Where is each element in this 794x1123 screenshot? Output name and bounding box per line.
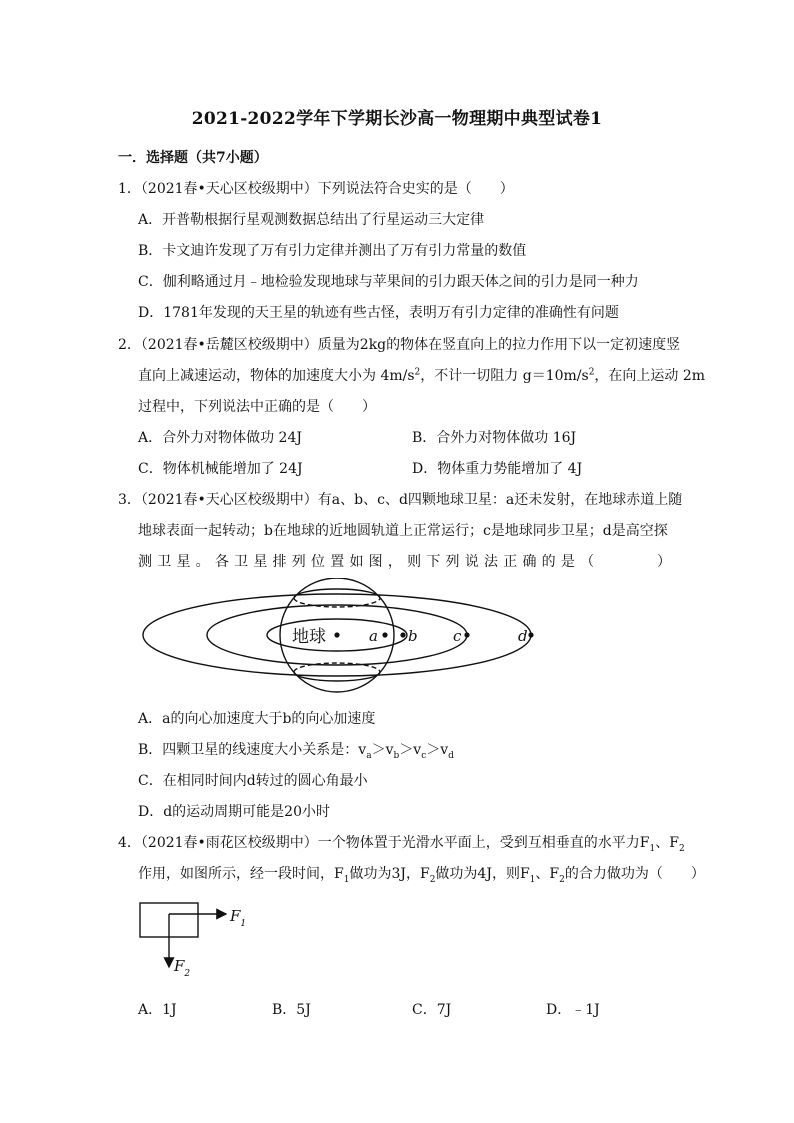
question-3-stem-line-1: 3．（2021春•天心区校级期中）有a、b、c、d四颗地球卫星：a还未发射，在地球赤道上随 xyxy=(118,492,683,508)
question-3-option-d[interactable]: D．d的运动周期可能是20小时 xyxy=(138,804,331,820)
question-3-stem-line-3: 测卫星。各卫星排列位置如图，则下列说法正确的是（ ） xyxy=(138,554,671,570)
satellite-b-dot xyxy=(400,632,405,637)
question-2-stem-line-2: 直向上减速运动，物体的加速度大小为 $4m/s^2$，不计一切阻力 $g=10m/s^2$，在向上运动 2m xyxy=(138,367,706,384)
question-4-option-c[interactable]: C．7J xyxy=(412,1002,452,1018)
question-3-option-a[interactable]: A．a的向心加速度大于b的向心加速度 xyxy=(138,711,376,727)
label-b: b xyxy=(408,627,418,645)
f2-label: $F_2$ xyxy=(174,957,191,979)
question-3-stem-line-2: 地球表面一起转动；b在地球的近地圆轨道上正常运行；c是地球同步卫星；d是高空探 xyxy=(138,523,668,539)
question-2-option-d[interactable]: D．物体重力势能增加了 4J xyxy=(412,461,583,477)
question-1-option-b[interactable]: B．卡文迪许发现了万有引力定律并测出了万有引力常量的数值 xyxy=(138,243,527,259)
question-4-option-b[interactable]: B．5J xyxy=(272,1002,311,1018)
f1-label: $F_1$ xyxy=(230,907,247,929)
question-3-option-c[interactable]: C．在相同时间内d转过的圆心角最小 xyxy=(138,773,368,789)
label-a: a xyxy=(369,627,378,645)
question-2-stem-line-3: 过程中，下列说法中正确的是（ ） xyxy=(138,399,376,415)
section-heading: 一．选择题（共7小题） xyxy=(118,150,268,166)
question-1-stem: 1．（2021春•天心区校级期中）下列说法符合史实的是（ ） xyxy=(118,181,514,197)
question-1-option-c[interactable]: C．伽利略通过月﹣地检验发现地球与苹果间的引力跟天体之间的引力是同一种力 xyxy=(138,274,639,290)
question-3-option-b[interactable]: B．四颗卫星的线速度大小关系是：$v_a>v_b>v_c>v_d$ xyxy=(138,742,454,761)
satellite-orbit-figure xyxy=(140,578,542,698)
question-1-option-a[interactable]: A．开普勒根据行星观测数据总结出了行星运动三大定律 xyxy=(138,212,485,228)
label-d: d xyxy=(518,627,528,645)
page-title: 2021-2022学年下学期长沙高一物理期中典型试卷1 xyxy=(191,109,603,129)
question-4-option-d[interactable]: D．﹣1J xyxy=(546,1002,600,1018)
question-2-option-b[interactable]: B．合外力对物体做功 16J xyxy=(412,430,577,446)
question-4-option-a[interactable]: A．1J xyxy=(138,1002,177,1018)
question-2-option-c[interactable]: C．物体机械能增加了 24J xyxy=(138,461,303,477)
question-2-stem-line-1: 2．（2021春•岳麓区校级期中）质量为2kg的物体在竖直向上的拉力作用下以一定初速度竖 xyxy=(118,337,681,353)
earth-center-dot xyxy=(334,632,339,637)
question-2-option-a[interactable]: A．合外力对物体做功 24J xyxy=(138,430,302,446)
earth-label: 地球 xyxy=(292,627,326,647)
satellite-a-dot xyxy=(382,632,387,637)
force-diagram xyxy=(135,895,255,985)
question-4-stem-line-2: 作用，如图所示，经一段时间，$F_1$做功为3J，$F_2$做功为4J，则$F_1$、$F_2$的合力做功为（ ） xyxy=(138,866,705,885)
satellite-d-dot xyxy=(528,632,533,637)
satellite-c-dot xyxy=(464,632,469,637)
label-c: c xyxy=(453,627,462,645)
question-1-option-d[interactable]: D．1781年发现的天王星的轨迹有些古怪，表明万有引力定律的准确性有问题 xyxy=(138,305,619,321)
question-4-stem-line-1: 4．（2021春•雨花区校级期中）一个物体置于光滑水平面上，受到互相垂直的水平力$F_1$、$F_2$ xyxy=(118,835,685,854)
